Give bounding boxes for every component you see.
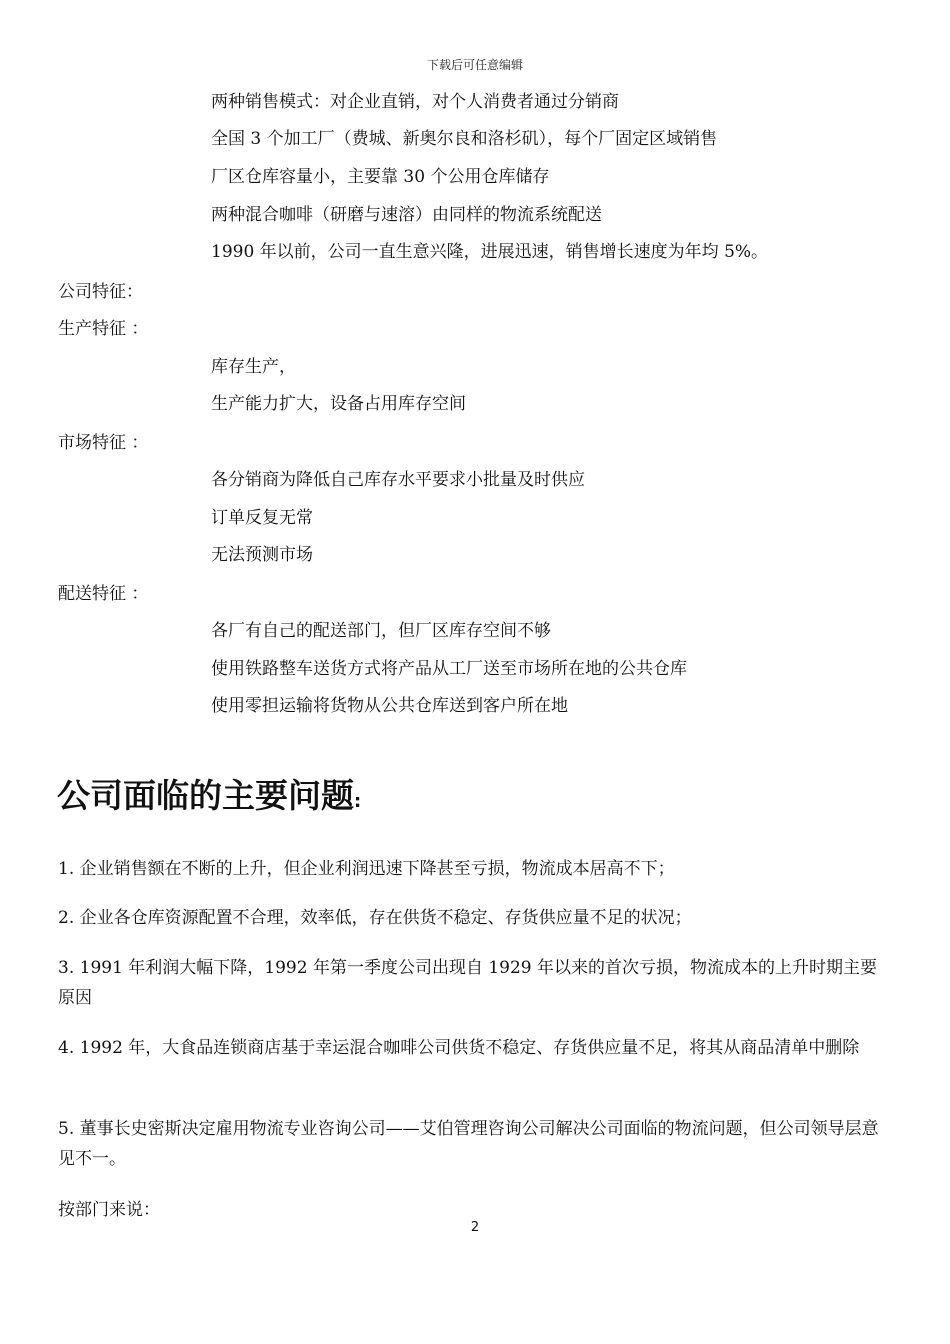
intro-item: 两种销售模式：对企业直销，对个人消费者通过分销商 [211,92,619,112]
distribution-item: 使用零担运输将货物从公共仓库送到客户所在地 [211,696,568,716]
production-features-label: 生产特征 ： [58,319,149,339]
company-features-label: 公司特征： [58,282,143,302]
problem-item: 1. 企业销售额在不断的上升，但企业利润迅速下降甚至亏损，物流成本居高不下； [58,859,675,879]
distribution-features-label: 配送特征 ： [58,584,149,604]
market-item: 各分销商为降低自己库存水平要求小批量及时供应 [211,470,585,490]
problem-item: 2. 企业各仓库资源配置不合理，效率低，存在供货不稳定、存货供应量不足的状况； [58,908,692,928]
problem-item: 5. 董事长史密斯决定雇用物流专业咨询公司——艾伯管理咨询公司解决公司面临的物流问题，但公司领导层意见不一。 [58,1119,879,1169]
intro-item: 厂区仓库容量小，主要靠 30 个公用仓库储存 [211,167,550,187]
distribution-item: 使用铁路整车送货方式将产品从工厂送至市场所在地的公共仓库 [211,659,687,679]
intro-item: 全国 3 个加工厂（费城、新奥尔良和洛杉矶），每个厂固定区域销售 [211,129,718,149]
section-heading [57,774,361,824]
problem-item: 4. 1992 年，大食品连锁商店基于幸运混合咖啡公司供货不稳定、存货供应量不足，将其从商品清单中删除 [58,1038,860,1058]
market-features-label: 市场特征 ： [58,433,149,453]
by-department-label: 按部门来说： [58,1200,160,1220]
page-header: 下载后可任意编辑 [426,58,523,72]
distribution-item: 各厂有自己的配送部门，但厂区库存空间不够 [211,621,551,641]
production-item: 生产能力扩大，设备占用库存空间 [211,394,466,414]
problem-item: 3. 1991 年利润大幅下降，1992 年第一季度公司出现自 1929 年以来的首次亏损，物流成本的上升时期主要原因 [58,958,878,1008]
section-heading-colon: : [354,791,362,812]
market-item: 无法预测市场 [211,545,313,565]
intro-item: 两种混合咖啡（研磨与速溶）由同样的物流系统配送 [211,205,602,225]
page-number: 2 [470,1220,480,1235]
intro-item: 1990 年以前，公司一直生意兴隆，进展迅速，销售增长速度为年均 5%。 [211,242,769,262]
production-item: 库存生产， [211,357,296,377]
section-heading-text: 公司面临的主要问题 [57,776,354,815]
market-item: 订单反复无常 [211,508,313,528]
